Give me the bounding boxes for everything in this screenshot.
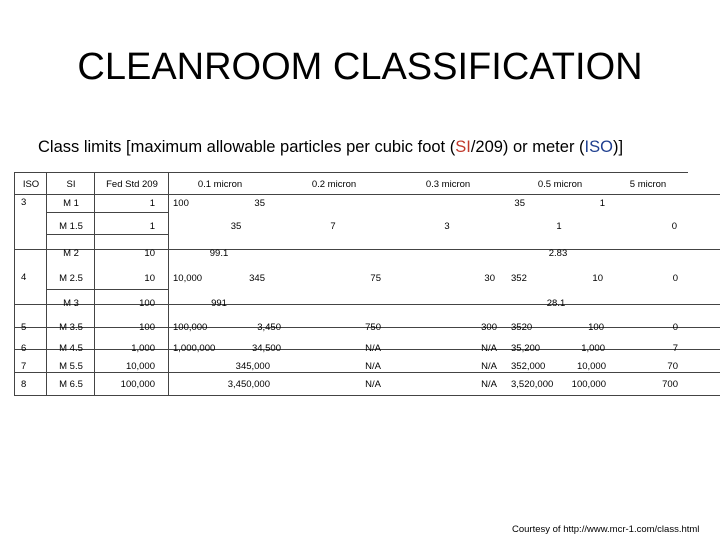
subtitle-si: SI (455, 138, 471, 156)
iso-cell (15, 195, 47, 250)
header-5-micron: 5 micron (629, 179, 667, 190)
value-cell: 3,450,000 (227, 379, 270, 390)
iso-7: 7 (21, 361, 27, 372)
iso-cell (15, 250, 47, 305)
value-cell: N/A (481, 343, 497, 354)
header-0-2-micron: 0.2 micron (311, 179, 357, 190)
value-cell: 35 (230, 221, 242, 232)
value-cell: 35 (514, 198, 525, 209)
fed-m4-5: 1,000 (131, 343, 155, 354)
header-fed-std: Fed Std 209 (106, 179, 158, 190)
value-cell: 3520 (511, 322, 533, 333)
fed-cell (95, 250, 169, 290)
fed-cell (95, 195, 169, 213)
subtitle-text-1: Class limits [maximum allowable particles per cubic foot ( (38, 138, 456, 156)
si-m6-5: M 6.5 (59, 379, 83, 390)
fed-cell (95, 305, 169, 328)
value-cell: 352,000 (511, 361, 546, 372)
header-si: SI (66, 179, 76, 190)
header-iso: ISO (22, 179, 40, 190)
value-cell: 100,000 (571, 379, 606, 390)
value-cell: N/A (481, 361, 497, 372)
si-m1-5: M 1.5 (59, 221, 83, 232)
fed-m1: 1 (149, 198, 155, 209)
value-cell: 345 (249, 273, 265, 284)
value-cell: 2.83 (548, 248, 568, 259)
value-cell: 3,520,000 (511, 379, 554, 390)
value-cell: 1 (556, 221, 562, 232)
si-m3: M 3 (63, 298, 79, 309)
classification-table (14, 172, 688, 396)
page-title: CLEANROOM CLASSIFICATION (77, 46, 643, 88)
si-m5-5: M 5.5 (59, 361, 83, 372)
value-cell: 1 (599, 198, 605, 209)
value-cell: 100 (173, 198, 189, 209)
value-cell: 7 (672, 343, 678, 354)
iso-6: 6 (21, 343, 27, 354)
header-0-1-micron: 0.1 micron (197, 179, 243, 190)
value-cell: 10 (592, 273, 603, 284)
value-cell: 1,000,000 (173, 343, 216, 354)
subtitle-text-2: /209) or meter ( (470, 138, 585, 156)
value-cell: 28.1 (546, 298, 566, 309)
value-cell: 3 (444, 221, 450, 232)
value-cell: N/A (365, 379, 381, 390)
value-cell: 300 (481, 322, 497, 333)
value-cell: 34,500 (251, 343, 281, 354)
value-cell: N/A (365, 343, 381, 354)
fed-cell (95, 290, 169, 305)
value-cell: 30 (484, 273, 495, 284)
subtitle-iso: ISO (584, 138, 613, 156)
fed-m2: 10 (144, 248, 155, 259)
value-cell: 991 (211, 298, 227, 309)
value-cell: N/A (481, 379, 497, 390)
value-cell: 7 (330, 221, 336, 232)
iso-8: 8 (21, 379, 27, 390)
si-m4-5: M 4.5 (59, 343, 83, 354)
value-cell: 352 (511, 273, 527, 284)
fed-m5-5: 10,000 (125, 361, 155, 372)
header-0-3-micron: 0.3 micron (425, 179, 471, 190)
fed-m1-5: 1 (149, 221, 155, 232)
value-cell: 35 (254, 198, 265, 209)
fed-m3-5: 100 (139, 322, 155, 333)
fed-cell (95, 235, 169, 250)
value-cell: 75 (370, 273, 381, 284)
value-cell: 99.1 (209, 248, 229, 259)
si-m1: M 1 (63, 198, 79, 209)
iso-4: 4 (21, 272, 27, 283)
si-m2: M 2 (63, 248, 79, 259)
particle-block (169, 305, 720, 328)
value-cell: N/A (365, 361, 381, 372)
value-cell: 100 (588, 322, 604, 333)
subtitle (38, 138, 623, 157)
value-cell: 10,000 (576, 361, 606, 372)
iso-3: 3 (21, 197, 27, 208)
iso-cell (15, 373, 47, 396)
value-cell: 70 (667, 361, 678, 372)
fed-cell (95, 213, 169, 235)
value-cell: 3,450 (257, 322, 281, 333)
value-cell: 1,000 (581, 343, 605, 354)
fed-m6-5: 100,000 (120, 379, 155, 390)
si-m3-5: M 3.5 (59, 322, 83, 333)
iso-5: 5 (21, 322, 27, 333)
fed-m3: 100 (139, 298, 155, 309)
si-m2-5: M 2.5 (59, 273, 83, 284)
iso-cell (15, 350, 47, 373)
value-cell: 0 (672, 273, 678, 284)
value-cell: 35,200 (511, 343, 541, 354)
value-cell: 100,000 (173, 322, 208, 333)
iso-cell (15, 328, 47, 350)
subtitle-text-3: )] (612, 138, 624, 156)
header-0-5-micron: 0.5 micron (537, 179, 583, 190)
fed-m2-5: 10 (144, 273, 155, 284)
value-cell: 10,000 (173, 273, 203, 284)
value-cell: 0 (672, 322, 678, 333)
value-cell: 750 (365, 322, 381, 333)
courtesy-footer: Courtesy of http://www.mcr-1.com/class.html (512, 524, 700, 535)
iso-cell (15, 305, 47, 328)
value-cell: 700 (662, 379, 678, 390)
value-cell: 0 (671, 221, 677, 232)
value-cell: 345,000 (235, 361, 270, 372)
